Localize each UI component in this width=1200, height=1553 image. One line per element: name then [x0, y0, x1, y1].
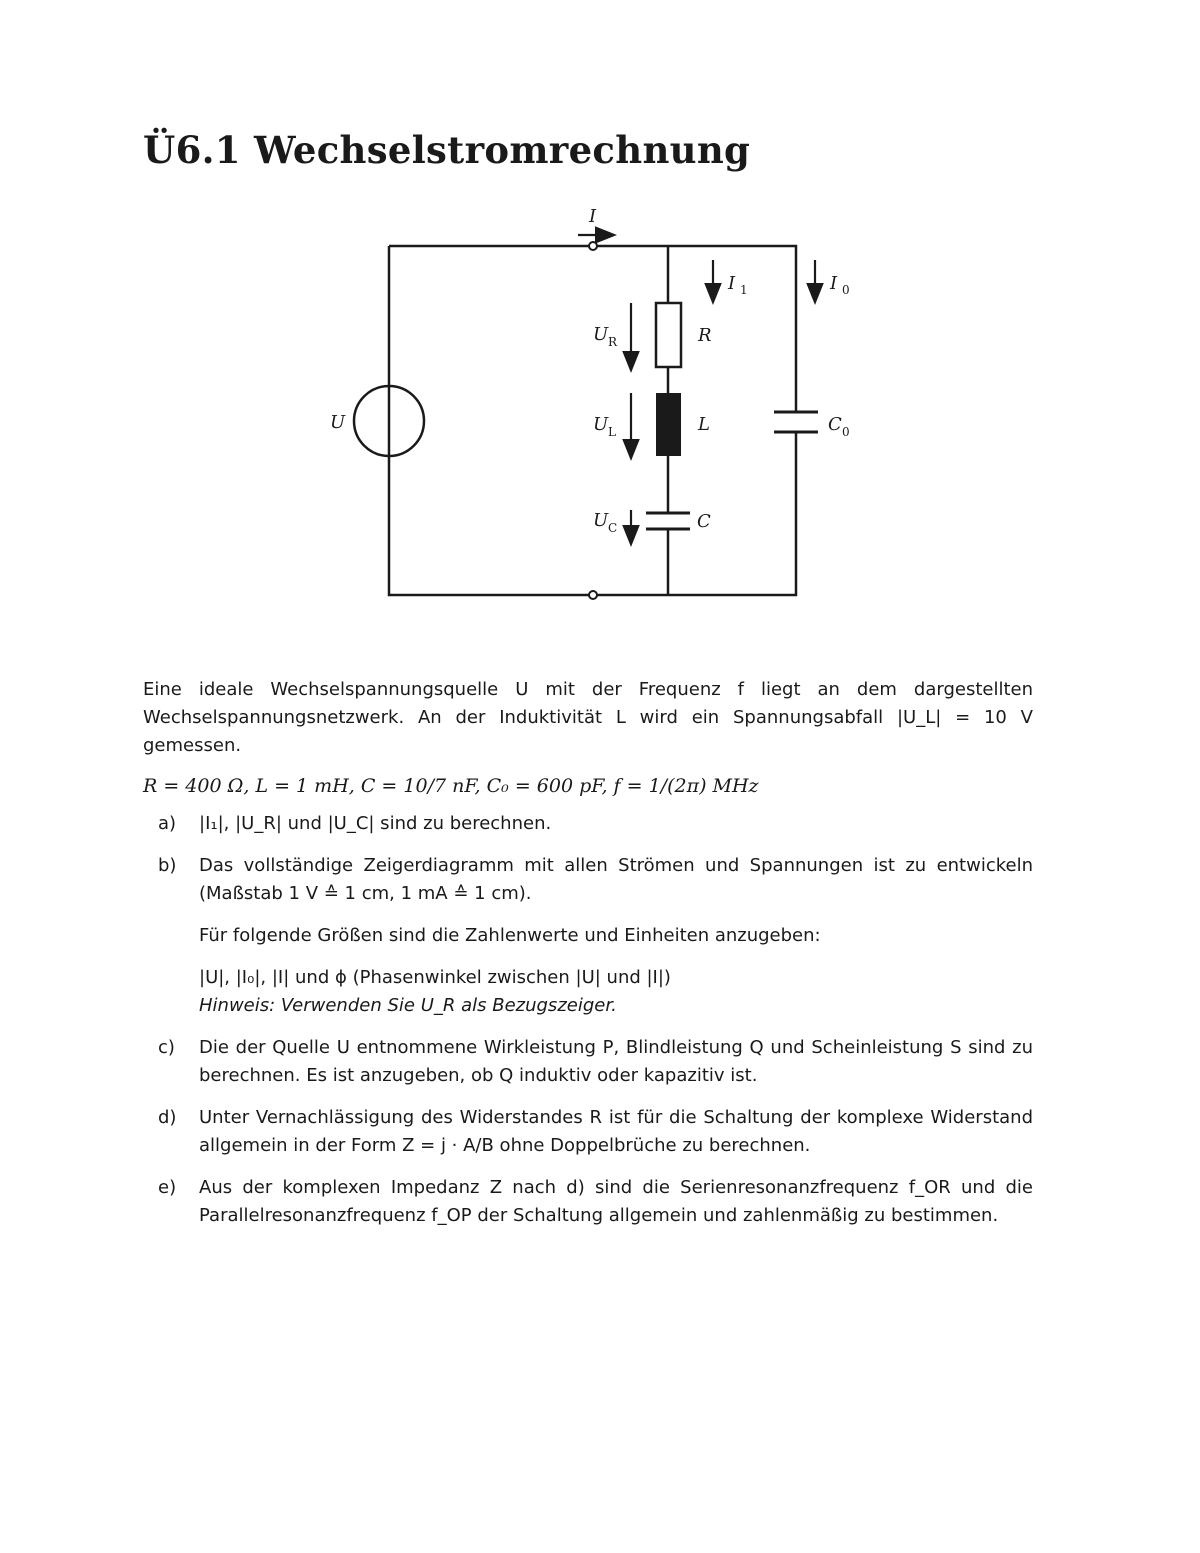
task-a [143, 810, 1033, 838]
terminal-top [589, 242, 597, 250]
label-I1-sub: 1 [740, 283, 748, 297]
label-R: R [698, 325, 712, 346]
label-I1: I [728, 273, 736, 294]
label-UR: U [593, 324, 609, 345]
task-c [143, 1034, 1033, 1090]
label-C0-sub: 0 [842, 425, 850, 439]
label-I: I [589, 206, 597, 227]
label-UC: U [593, 510, 609, 531]
task-letter: a) [158, 813, 177, 834]
inductor-L [656, 393, 681, 456]
task-list [143, 810, 1033, 1230]
label-C0: C [828, 414, 842, 435]
task-b [143, 852, 1033, 1020]
circuit-diagram [0, 190, 1200, 620]
task-letter: e) [158, 1177, 177, 1198]
label-U: U [330, 412, 346, 433]
task-letter: c) [158, 1037, 175, 1058]
label-I0: I [830, 273, 838, 294]
task-d [143, 1104, 1033, 1160]
label-C: C [697, 511, 711, 532]
resistor-R [656, 303, 681, 367]
label-I0-sub: 0 [842, 283, 850, 297]
intro-paragraph: Eine ideale Wechselspannungsquelle U mit der Frequenz f liegt an dem dargestellten Wechselspannungsnetzwerk. An der Induktivität L wird ein Spannungsabfall |U_L| = 10 V gemessen. [143, 679, 1033, 756]
label-L: L [698, 414, 710, 435]
problem-text [143, 676, 1033, 1244]
task-hint: Hinweis: Verwenden Sie U_R als Bezugszeiger. [199, 995, 617, 1016]
label-UC-sub: C [608, 521, 618, 535]
task-text: Unter Vernachlässigung des Widerstandes R ist für die Schaltung der komplexe Widerstand allgemein in der Form Z = j · A/B ohne Doppelbrüche zu berechnen. [199, 1107, 1033, 1156]
task-extra: Für folgende Größen sind die Zahlenwerte und Einheiten anzugeben: [199, 925, 821, 946]
task-text: Aus der komplexen Impedanz Z nach d) sind die Serienresonanzfrequenz f_OR und die Parallelresonanzfrequenz f_OP der Schaltung allgemein und zahlenmäßig zu bestimmen. [199, 1177, 1033, 1226]
capacitor-C0 [774, 412, 818, 432]
task-text: Die der Quelle U entnommene Wirkleistung P, Blindleistung Q und Scheinleistung S sind zu berechnen. Es ist anzugeben, ob Q induktiv oder kapazitiv ist. [199, 1037, 1033, 1086]
terminal-bottom [589, 591, 597, 599]
task-text: Das vollständige Zeigerdiagramm mit allen Strömen und Spannungen ist zu entwickeln (Maßstab 1 V ≙ 1 cm, 1 mA ≙ 1 cm). [199, 855, 1033, 904]
task-letter: d) [158, 1107, 177, 1128]
label-UR-sub: R [608, 335, 618, 349]
label-UL: U [593, 414, 609, 435]
page-title: Ü6.1 Wechselstromrechnung [143, 128, 751, 172]
task-letter: b) [158, 855, 177, 876]
given-values: R = 400 Ω, L = 1 mH, C = 10/7 nF, C₀ = 600 pF, f = 1/(2π) MHz [143, 775, 759, 797]
task-text: |I₁|, |U_R| und |U_C| sind zu berechnen. [199, 813, 552, 834]
label-UL-sub: L [608, 425, 616, 439]
task-e [143, 1174, 1033, 1230]
arrows [578, 235, 815, 536]
capacitor-C [646, 513, 690, 529]
task-quantities: |U|, |I₀|, |I| und ϕ (Phasenwinkel zwischen |U| und |I|) [199, 967, 671, 988]
